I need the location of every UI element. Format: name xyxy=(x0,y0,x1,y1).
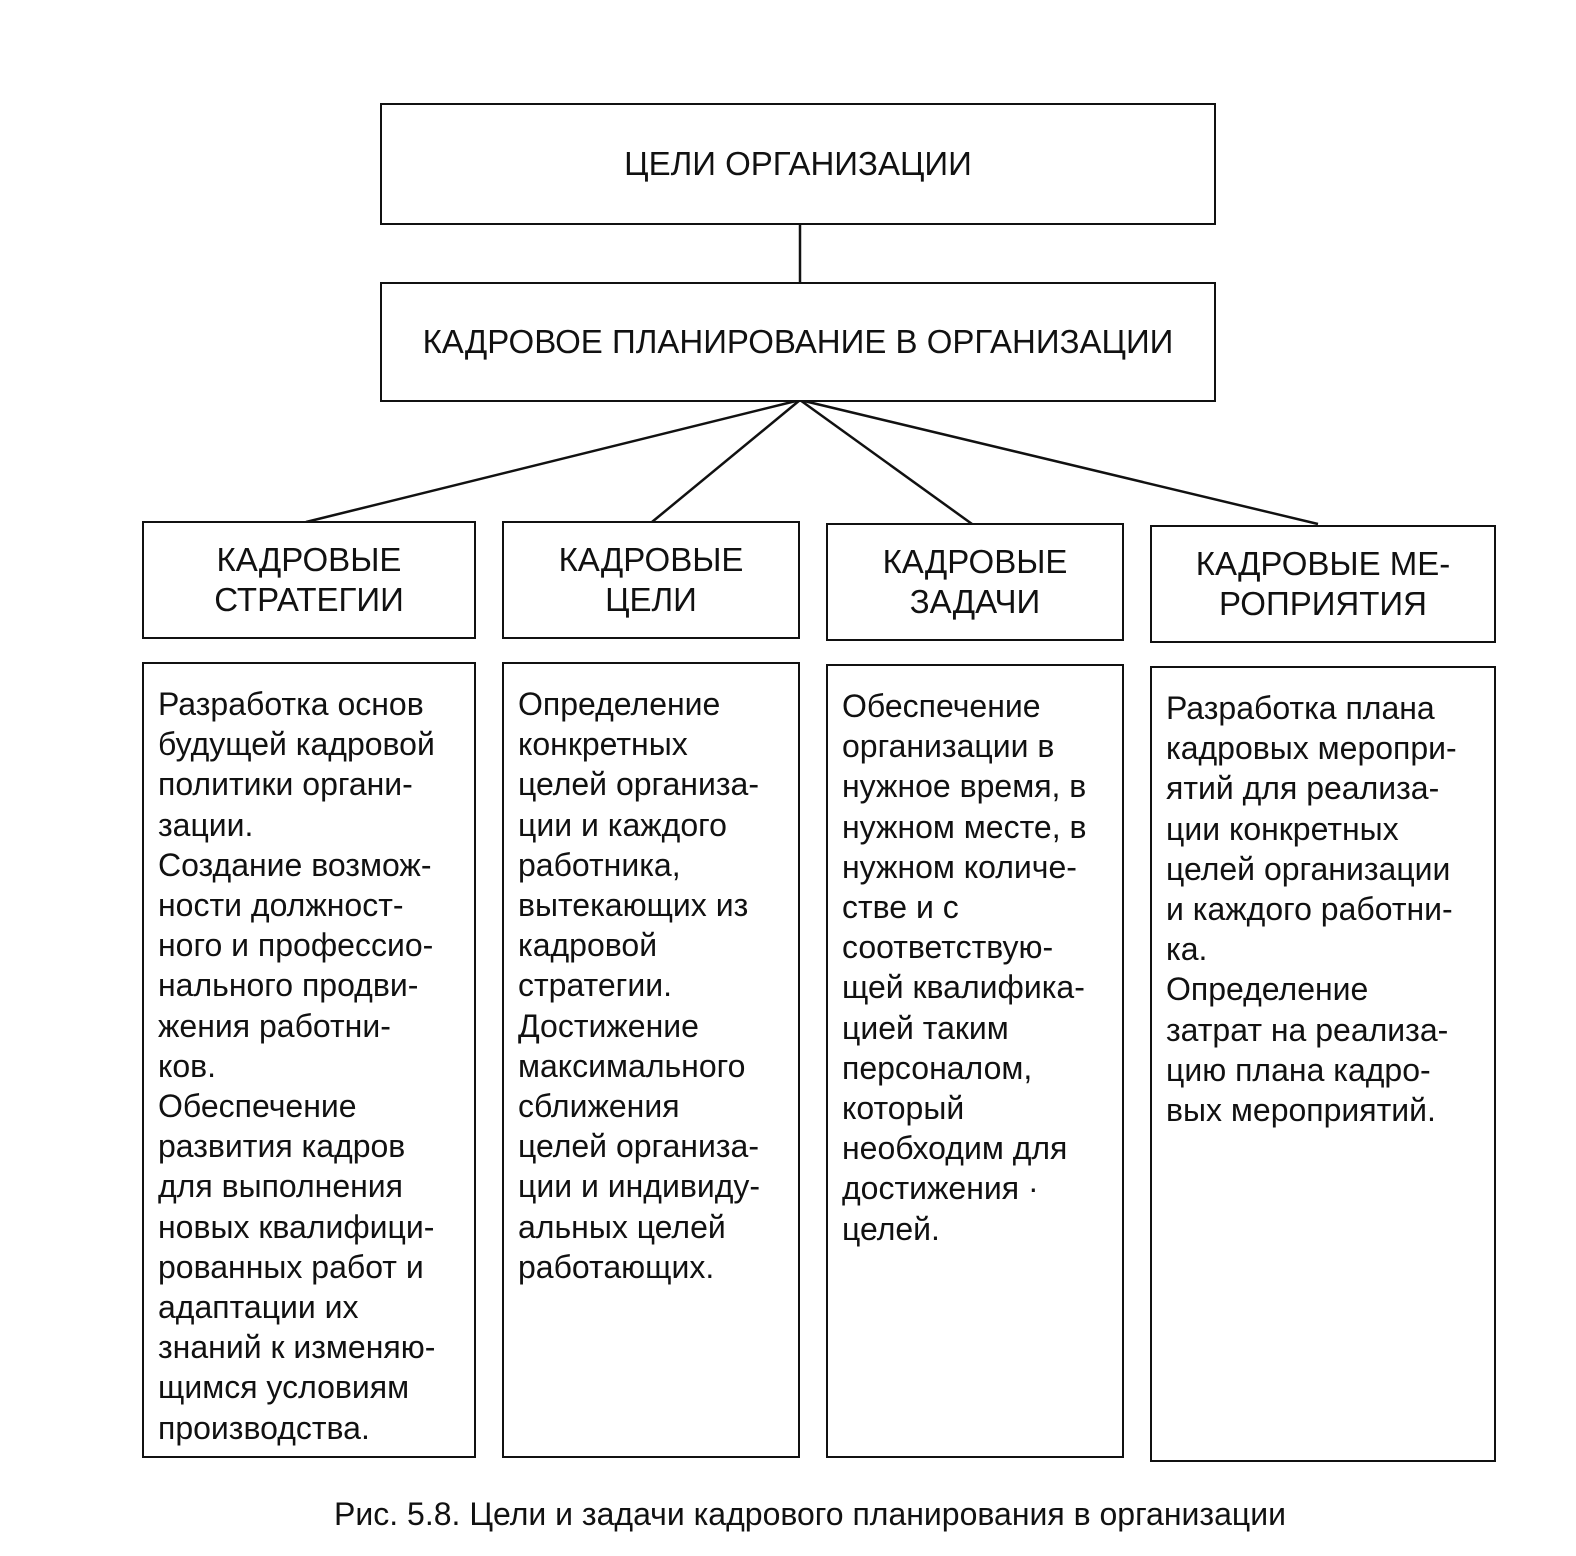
text-line: работающих. xyxy=(518,1248,715,1285)
text-line: целей. xyxy=(842,1210,940,1247)
connector-planning-to-tasks xyxy=(800,400,972,524)
text-line: знаний к изменяю- xyxy=(158,1329,436,1366)
text-line: кадровых меропри- xyxy=(1166,730,1457,767)
text-line: ности должност- xyxy=(158,887,404,924)
text-line: нального продви- xyxy=(158,967,419,1004)
hr-tasks-heading xyxy=(883,542,1068,622)
text-line: зации. xyxy=(158,806,254,843)
hr-goals-heading-box xyxy=(502,521,800,639)
hr-planning-label: КАДРОВОЕ ПЛАНИРОВАНИЕ В ОРГАНИЗАЦИИ xyxy=(422,323,1174,360)
heading-line: КАДРОВЫЕ xyxy=(882,543,1068,580)
hr-planning-box xyxy=(380,282,1216,402)
text-line: производства. xyxy=(158,1409,370,1446)
text-line: ции и индивиду- xyxy=(518,1168,761,1205)
text-line: ятий для реализа- xyxy=(1166,770,1440,807)
text-line: сближения xyxy=(518,1088,680,1125)
heading-line: КАДРОВЫЕ xyxy=(216,541,402,578)
text-line: ции и каждого xyxy=(518,806,727,843)
hr-tasks-heading-box xyxy=(826,523,1124,641)
text-line: максимального xyxy=(518,1047,746,1084)
text-line: для выполнения xyxy=(158,1168,403,1205)
hr-goals-heading xyxy=(559,540,744,620)
text-line: щей квалифика- xyxy=(842,969,1085,1006)
text-line: вытекающих из xyxy=(518,887,749,924)
text-line: Достижение xyxy=(518,1007,699,1044)
text-line: который xyxy=(842,1090,965,1127)
text-line: достижения · xyxy=(842,1170,1039,1207)
text-line: нужном количе- xyxy=(842,848,1077,885)
heading-line: КАДРОВЫЕ xyxy=(558,541,744,578)
text-line: ка. xyxy=(1166,931,1208,968)
text-line: персоналом, xyxy=(842,1049,1033,1086)
text-line: кадровой xyxy=(518,927,658,964)
text-line: стве и с xyxy=(842,889,959,926)
text-line: целей организа- xyxy=(518,766,759,803)
text-line: адаптации их xyxy=(158,1289,359,1326)
hr-tasks-description-box xyxy=(826,664,1124,1458)
text-line: ции конкретных xyxy=(1166,810,1399,847)
hr-strategies-heading-box xyxy=(142,521,476,639)
text-line: вых мероприятий. xyxy=(1166,1092,1436,1129)
hr-activities-heading xyxy=(1196,544,1451,624)
text-line: цию плана кадро- xyxy=(1166,1051,1431,1088)
heading-line: СТРАТЕГИИ xyxy=(214,581,404,618)
text-line: Разработка плана xyxy=(1166,690,1435,726)
text-line: Определение xyxy=(1166,971,1369,1008)
text-line: нужном месте, в xyxy=(842,808,1087,845)
text-line: щимся условиям xyxy=(158,1369,410,1406)
text-line: и каждого работни- xyxy=(1166,891,1453,928)
text-line: Обеспечение xyxy=(842,688,1041,724)
text-line: ков. xyxy=(158,1047,217,1084)
text-line: цией таким xyxy=(842,1009,1009,1046)
text-line: ного и профессио- xyxy=(158,927,434,964)
text-line: конкретных xyxy=(518,726,688,763)
text-line: необходим для xyxy=(842,1130,1068,1167)
text-line: целей организа- xyxy=(518,1128,759,1165)
text-line: Разработка основ xyxy=(158,686,424,722)
text-line: целей организации xyxy=(1166,850,1451,887)
text-line: развития кадров xyxy=(158,1128,406,1165)
heading-line: КАДРОВЫЕ МЕ- xyxy=(1195,545,1451,582)
text-line: Обеспечение xyxy=(158,1088,357,1125)
text-line: стратегии. xyxy=(518,967,672,1004)
text-line: Создание возмож- xyxy=(158,846,432,883)
heading-line: ЦЕЛИ xyxy=(605,581,697,618)
text-line: работника, xyxy=(518,846,681,883)
connector-planning-to-activities xyxy=(800,400,1318,524)
hr-goals-description-box xyxy=(502,662,800,1458)
organization-goals-label: ЦЕЛИ ОРГАНИЗАЦИИ xyxy=(624,145,972,182)
text-line: организации в xyxy=(842,728,1055,765)
text-line: рованных работ и xyxy=(158,1248,424,1285)
heading-line: РОПРИЯТИЯ xyxy=(1219,585,1427,622)
hr-activities-description-box xyxy=(1150,666,1496,1462)
text-line: нужное время, в xyxy=(842,768,1087,805)
text-line: жения работни- xyxy=(158,1007,391,1044)
text-line: политики органи- xyxy=(158,766,413,803)
text-line: новых квалифици- xyxy=(158,1208,435,1245)
hr-activities-heading-box xyxy=(1150,525,1496,643)
text-line: затрат на реализа- xyxy=(1166,1011,1449,1048)
heading-line: ЗАДАЧИ xyxy=(909,583,1041,620)
hr-strategies-description-box xyxy=(142,662,476,1458)
hr-strategies-heading xyxy=(214,540,404,620)
figure-caption: Рис. 5.8. Цели и задачи кадрового планирования в организации xyxy=(334,1496,1286,1532)
text-line: альных целей xyxy=(518,1208,726,1245)
organization-goals-box xyxy=(380,103,1216,225)
text-line: Определение xyxy=(518,686,721,722)
text-line: соответствую- xyxy=(842,929,1054,966)
text-line: будущей кадровой xyxy=(158,726,435,763)
